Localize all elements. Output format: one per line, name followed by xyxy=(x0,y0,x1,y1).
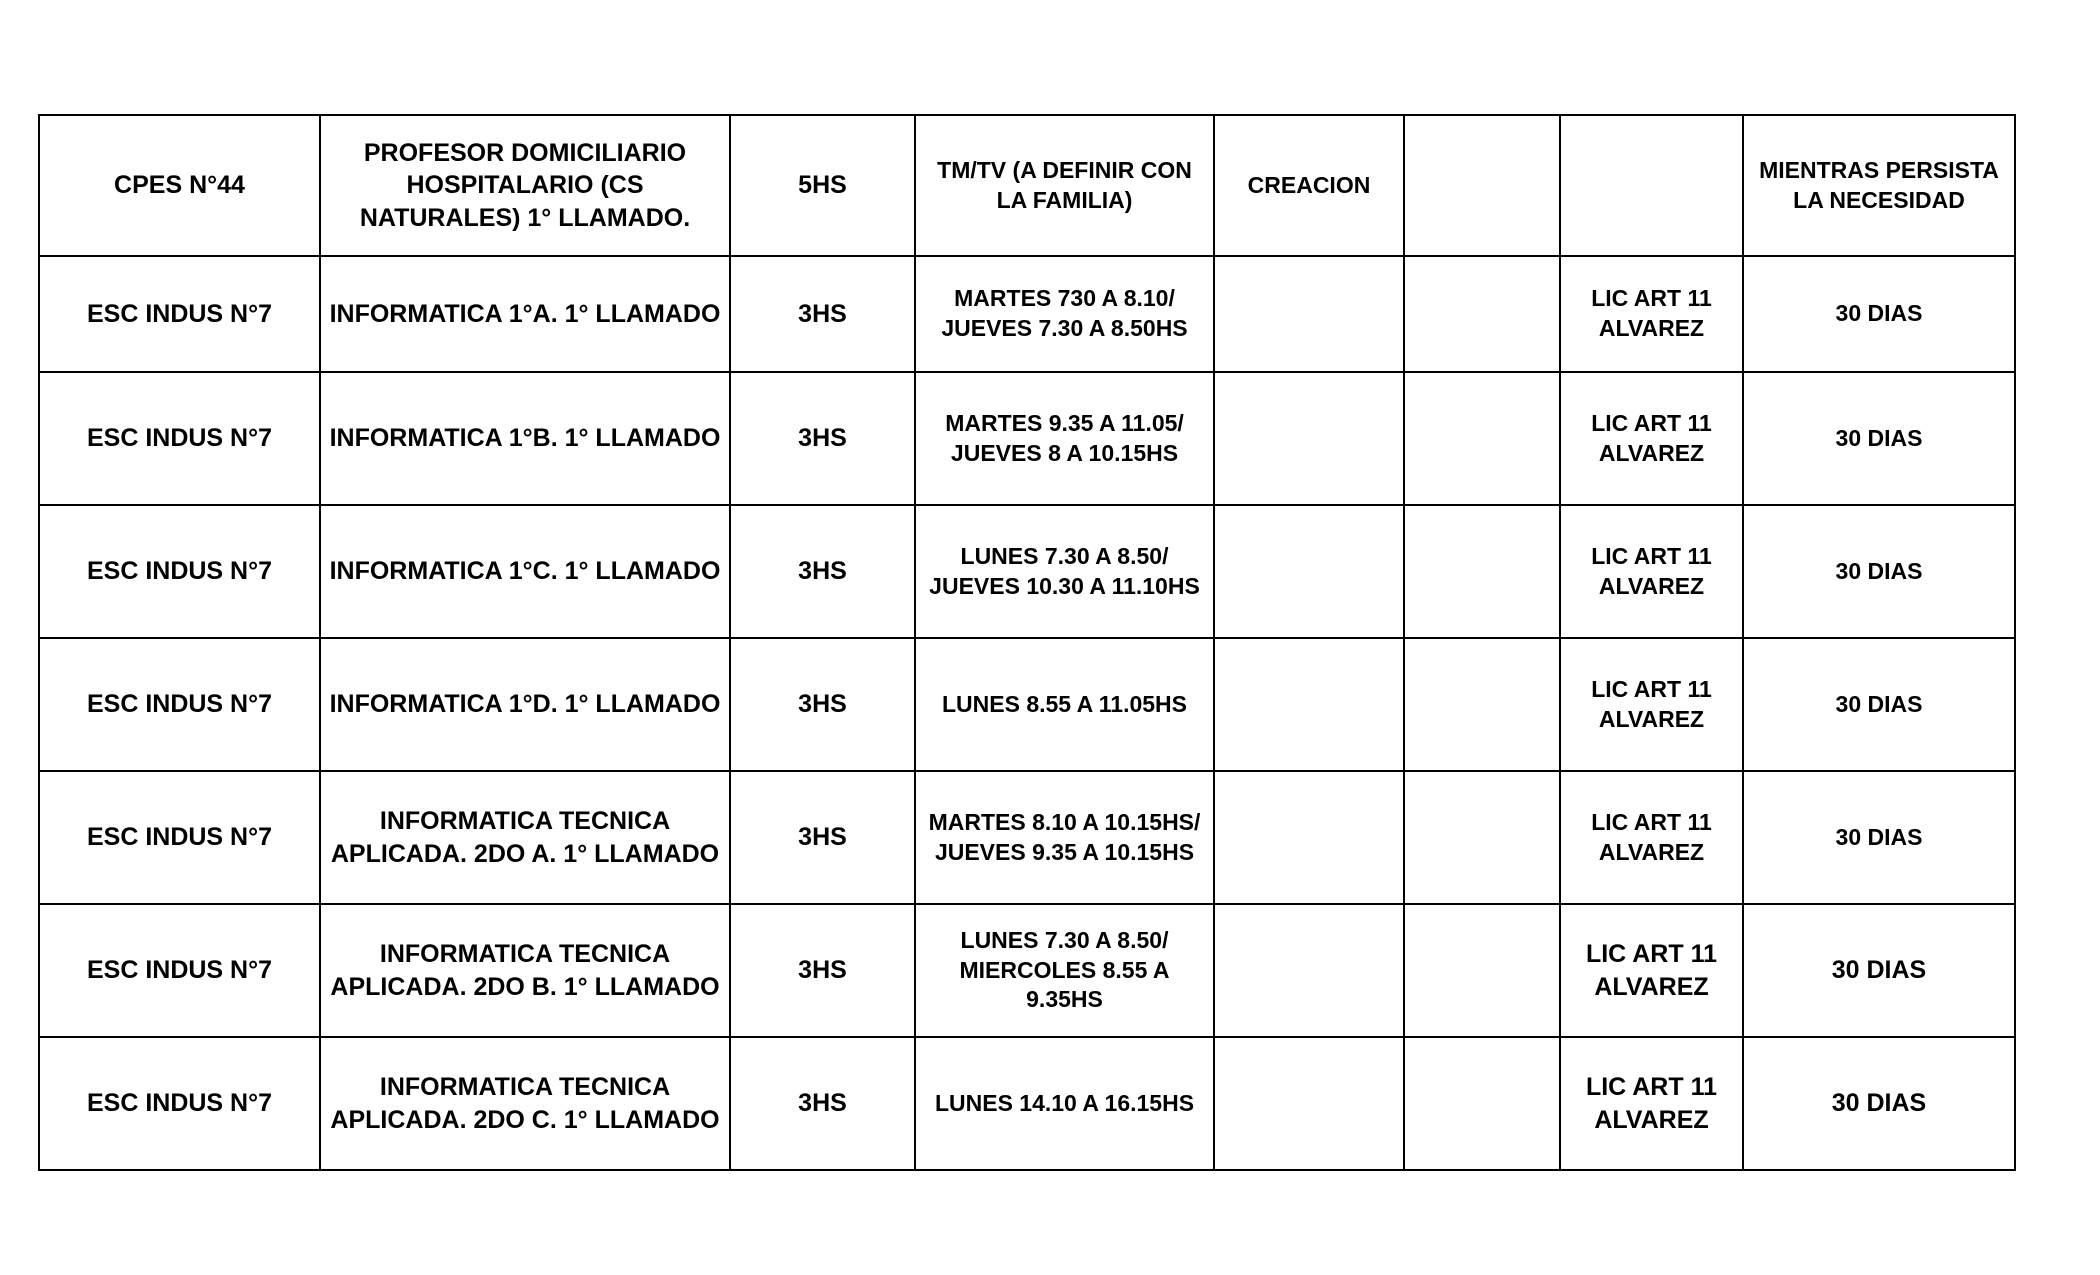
school-cell xyxy=(39,771,320,904)
reason-text: LIC ART 11 ALVAREZ xyxy=(1591,542,1712,599)
subject-text: INFORMATICA TECNICA APLICADA. 2DO A. 1° LLAMADO xyxy=(330,807,720,868)
duration-cell xyxy=(1743,115,2015,256)
subject-cell xyxy=(320,638,730,771)
reason-text: LIC ART 11 ALVAREZ xyxy=(1585,1073,1718,1134)
reason-cell xyxy=(1560,904,1743,1037)
table-row xyxy=(39,638,2015,771)
duration-cell xyxy=(1743,1037,2015,1170)
hours-cell xyxy=(730,771,915,904)
table-row xyxy=(39,115,2015,256)
duration-text: 30 DIAS xyxy=(1835,557,1923,584)
subject-cell xyxy=(320,904,730,1037)
schedule-text: LUNES 14.10 A 16.15HS xyxy=(934,1089,1195,1116)
duration-text: 30 DIAS xyxy=(1831,1089,1927,1118)
type-cell xyxy=(1214,771,1404,904)
reason-cell xyxy=(1560,505,1743,638)
school-text: ESC INDUS N°7 xyxy=(86,299,273,328)
positions-table xyxy=(38,114,2016,1171)
type-cell xyxy=(1214,638,1404,771)
reason-cell xyxy=(1560,372,1743,505)
hours-text: 3HS xyxy=(798,424,847,453)
duration-text: 30 DIAS xyxy=(1831,956,1927,985)
school-cell xyxy=(39,256,320,372)
table-row xyxy=(39,1037,2015,1170)
subject-text: INFORMATICA 1°C. 1° LLAMADO xyxy=(329,557,721,586)
schedule-cell xyxy=(915,638,1214,771)
hours-cell xyxy=(730,372,915,505)
hours-cell xyxy=(730,256,915,372)
schedule-cell xyxy=(915,372,1214,505)
reason-cell xyxy=(1560,115,1743,256)
duration-text: 30 DIAS xyxy=(1835,823,1923,850)
school-text: CPES N°44 xyxy=(114,171,245,200)
hours-text: 3HS xyxy=(798,690,847,719)
schedule-text: MARTES 8.10 A 10.15HS/ JUEVES 9.35 A 10.15HS xyxy=(928,808,1201,865)
hours-cell xyxy=(730,638,915,771)
type-cell xyxy=(1214,256,1404,372)
school-cell xyxy=(39,505,320,638)
school-text: ESC INDUS N°7 xyxy=(86,690,273,719)
hours-text: 3HS xyxy=(798,557,847,586)
schedule-cell xyxy=(915,505,1214,638)
subject-text: INFORMATICA 1°B. 1° LLAMADO xyxy=(329,424,721,453)
school-cell xyxy=(39,372,320,505)
reason-cell xyxy=(1560,771,1743,904)
table-row xyxy=(39,372,2015,505)
reason-text: LIC ART 11 ALVAREZ xyxy=(1591,409,1712,466)
hours-text: 3HS xyxy=(798,299,847,328)
schedule-cell xyxy=(915,904,1214,1037)
school-text: ESC INDUS N°7 xyxy=(86,1089,273,1118)
schedule-text: MARTES 730 A 8.10/ JUEVES 7.30 A 8.50HS xyxy=(941,285,1188,341)
subject-cell xyxy=(320,771,730,904)
schedule-text: TM/TV (A DEFINIR CON LA FAMILIA) xyxy=(937,156,1192,213)
duration-cell xyxy=(1743,505,2015,638)
school-text: ESC INDUS N°7 xyxy=(86,557,273,586)
type-text: CREACION xyxy=(1247,171,1371,198)
empty-cell xyxy=(1404,1037,1560,1170)
subject-cell xyxy=(320,115,730,256)
duration-text: 30 DIAS xyxy=(1835,424,1923,451)
type-cell xyxy=(1214,115,1404,256)
school-cell xyxy=(39,1037,320,1170)
empty-cell xyxy=(1404,115,1560,256)
duration-text: MIENTRAS PERSISTA LA NECESIDAD xyxy=(1759,156,1999,213)
hours-cell xyxy=(730,1037,915,1170)
empty-cell xyxy=(1404,638,1560,771)
school-cell xyxy=(39,904,320,1037)
hours-text: 5HS xyxy=(798,171,847,200)
hours-cell xyxy=(730,904,915,1037)
reason-text: LIC ART 11 ALVAREZ xyxy=(1591,675,1712,732)
hours-cell xyxy=(730,115,915,256)
schedule-text: LUNES 7.30 A 8.50/ MIERCOLES 8.55 A 9.35HS xyxy=(959,926,1170,1013)
subject-text: INFORMATICA 1°A. 1° LLAMADO xyxy=(329,299,721,328)
reason-cell xyxy=(1560,1037,1743,1170)
school-text: ESC INDUS N°7 xyxy=(86,956,273,985)
school-text: ESC INDUS N°7 xyxy=(86,424,273,453)
hours-text: 3HS xyxy=(798,1089,847,1118)
hours-cell xyxy=(730,505,915,638)
reason-cell xyxy=(1560,638,1743,771)
type-cell xyxy=(1214,904,1404,1037)
schedule-cell xyxy=(915,115,1214,256)
empty-cell xyxy=(1404,372,1560,505)
reason-text: LIC ART 11 ALVAREZ xyxy=(1591,285,1712,341)
subject-cell xyxy=(320,256,730,372)
duration-cell xyxy=(1743,372,2015,505)
duration-text: 30 DIAS xyxy=(1835,690,1923,717)
table-row xyxy=(39,256,2015,372)
table-row xyxy=(39,505,2015,638)
empty-cell xyxy=(1404,904,1560,1037)
duration-cell xyxy=(1743,904,2015,1037)
type-cell xyxy=(1214,1037,1404,1170)
subject-text: INFORMATICA 1°D. 1° LLAMADO xyxy=(329,690,721,719)
empty-cell xyxy=(1404,771,1560,904)
hours-text: 3HS xyxy=(798,823,847,852)
reason-text: LIC ART 11 ALVAREZ xyxy=(1585,940,1718,1001)
reason-cell xyxy=(1560,256,1743,372)
type-cell xyxy=(1214,505,1404,638)
subject-text: PROFESOR DOMICILIARIO HOSPITALARIO (CS NATURALES) 1° LLAMADO. xyxy=(359,138,691,232)
subject-cell xyxy=(320,1037,730,1170)
table-row xyxy=(39,904,2015,1037)
schedule-cell xyxy=(915,256,1214,372)
hours-text: 3HS xyxy=(798,956,847,985)
school-text: ESC INDUS N°7 xyxy=(86,823,273,852)
duration-cell xyxy=(1743,771,2015,904)
school-cell xyxy=(39,115,320,256)
duration-cell xyxy=(1743,638,2015,771)
subject-text: INFORMATICA TECNICA APLICADA. 2DO C. 1° LLAMADO xyxy=(330,1073,720,1134)
schedule-text: LUNES 8.55 A 11.05HS xyxy=(941,690,1188,717)
schedule-text: MARTES 9.35 A 11.05/ JUEVES 8 A 10.15HS xyxy=(945,409,1184,466)
schedule-cell xyxy=(915,1037,1214,1170)
subject-text: INFORMATICA TECNICA APLICADA. 2DO B. 1° LLAMADO xyxy=(330,940,720,1001)
subject-cell xyxy=(320,505,730,638)
empty-cell xyxy=(1404,256,1560,372)
school-cell xyxy=(39,638,320,771)
subject-cell xyxy=(320,372,730,505)
duration-text: 30 DIAS xyxy=(1835,300,1923,327)
type-cell xyxy=(1214,372,1404,505)
table-row xyxy=(39,771,2015,904)
schedule-cell xyxy=(915,771,1214,904)
schedule-text: LUNES 7.30 A 8.50/ JUEVES 10.30 A 11.10HS xyxy=(929,542,1200,599)
reason-text: LIC ART 11 ALVAREZ xyxy=(1591,808,1712,865)
duration-cell xyxy=(1743,256,2015,372)
empty-cell xyxy=(1404,505,1560,638)
